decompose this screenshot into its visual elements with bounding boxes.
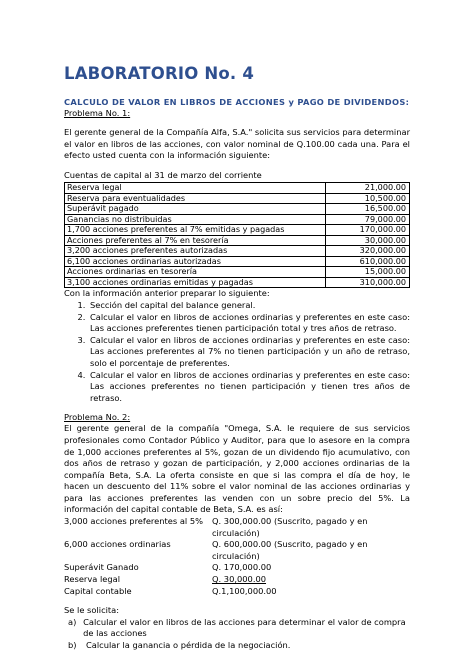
- table-row: [65, 193, 410, 204]
- table-row: [65, 267, 410, 278]
- account-cell: Acciones ordinarias en tesorería: [65, 267, 326, 278]
- table-row: [65, 204, 410, 215]
- problem-1-ask-intro: Con la información anterior preparar lo siguiente:: [64, 288, 270, 299]
- table-row: [65, 256, 410, 267]
- amount-cell: 16,500.00: [326, 204, 410, 215]
- account-cell: Reserva para eventualidades: [65, 193, 326, 204]
- account-cell: Reserva legal: [65, 183, 326, 194]
- table-row: [65, 225, 410, 236]
- item-value: Q. 30,000.00: [212, 574, 267, 585]
- problem-2-intro: El gerente general de la compañía "Omega, S.A. le requiere de sus servicios profesionales como Contador Público y Auditor, para que lo asesore en la compra de 1,000 acciones preferentes al 5%, gozan de un dividendo fijo acumulativo, con dos años de retraso y gozan de participación, y 2,000 acciones ordinarias de la compañía Beta, S.A. La oferta consiste en que si las compra el día de hoy, le hacen un descuento del 11% sobre el valor nominal de las acciones ordinarias y para las acciones preferentes las venden con un sobre precio del 5%. La información del capital contable de Beta, S.A. es así:: [64, 423, 410, 515]
- section-subtitle: CALCULO DE VALOR EN LIBROS DE ACCIONES y PAGO DE DIVIDENDOS:: [64, 97, 410, 107]
- amount-cell: 170,000.00: [326, 225, 410, 236]
- list-item: 1. Sección del capital del balance general.: [88, 300, 410, 312]
- amount-cell: 610,000.00: [326, 256, 410, 267]
- table-row: [65, 246, 410, 257]
- list-item: [64, 640, 410, 652]
- item-text: Calcular la ganancia o pérdida de la negociación.: [86, 640, 291, 650]
- amount-cell: 310,000.00: [326, 277, 410, 288]
- item-label: Superávit Ganado: [64, 562, 139, 573]
- table-caption: Cuentas de capital al 31 de marzo del corriente: [64, 169, 262, 180]
- capital-accounts-table: [64, 182, 410, 288]
- amount-cell: 10,500.00: [326, 193, 410, 204]
- problem-1-intro: El gerente general de la Compañía Alfa, S.A." solicita sus servicios para determinar el valor en libros de las acciones, con valor nominal de Q.100.00 cada una. Para el efecto usted cuenta con la información siguiente:: [64, 127, 410, 161]
- table-row: [65, 214, 410, 225]
- amount-cell: 21,000.00: [326, 183, 410, 194]
- amount-cell: 30,000.00: [326, 235, 410, 246]
- list-item: [64, 574, 410, 586]
- table-row: [65, 235, 410, 246]
- list-item: 2. Calcular el valor en libros de acciones ordinarias y preferentes en este caso: Las acciones preferentes tienen participación total y tres años de retraso.: [88, 312, 410, 335]
- account-cell: Superávit pagado: [65, 204, 326, 215]
- item-value: Q. 300,000.00 (Suscrito, pagado y en circulación): [212, 516, 368, 538]
- item-label: 6,000 acciones ordinarias: [64, 539, 171, 550]
- item-marker: a): [68, 616, 77, 627]
- list-item: [64, 539, 410, 562]
- list-item: [64, 586, 410, 598]
- account-cell: 1,700 acciones preferentes al 7% emitidas y pagadas: [65, 225, 326, 236]
- amount-cell: 15,000.00: [326, 267, 410, 278]
- table-row: [65, 277, 410, 288]
- item-marker: b): [68, 640, 77, 650]
- account-cell: 3,200 acciones preferentes autorizadas: [65, 246, 326, 257]
- account-cell: Acciones preferentes al 7% en tesorería: [65, 235, 326, 246]
- list-item: [64, 516, 410, 539]
- page-title: LABORATORIO No. 4: [64, 64, 255, 83]
- problem-2-ask-intro: Se le solicita:: [64, 605, 120, 616]
- list-item: 4. Calcular el valor en libros de acciones ordinarias y preferentes en este caso: Las acciones preferentes no tienen participación y tienen tres años de retraso.: [88, 370, 410, 405]
- item-label: Capital contable: [64, 585, 132, 596]
- problem-2-task-list: [64, 617, 410, 652]
- item-text: Calcular el valor en libros de las acciones para determinar el valor de compra de las acciones: [83, 616, 406, 639]
- list-item: [64, 562, 410, 574]
- account-cell: Ganancias no distribuidas: [65, 214, 326, 225]
- item-value: Q. 600,000.00 (Suscrito, pagado y en circulación): [212, 539, 368, 561]
- item-value: Q.1,100,000.00: [212, 585, 277, 596]
- item-value: Q. 170,000.00: [212, 562, 272, 573]
- list-item: [64, 617, 410, 640]
- amount-cell: 320,000.00: [326, 246, 410, 257]
- table-row: [65, 183, 410, 194]
- problem-2-heading: Problema No. 2:: [64, 412, 131, 423]
- problem-1-heading: Problema No. 1:: [64, 108, 131, 118]
- account-cell: 6,100 acciones ordinarias autorizadas: [65, 256, 326, 267]
- problem-1-task-list: [64, 300, 410, 404]
- account-cell: 3,100 acciones ordinarias emitidas y pagadas: [65, 277, 326, 288]
- item-label: Reserva legal: [64, 574, 121, 585]
- item-label: 3,000 acciones preferentes al 5%: [64, 516, 204, 527]
- amount-cell: 79,000.00: [326, 214, 410, 225]
- beta-capital-list: [64, 516, 410, 597]
- document-page: [64, 54, 410, 652]
- list-item: 3. Calcular el valor en libros de acciones ordinarias y preferentes en este caso: Las acciones preferentes al 7% no tienen participación y un año de retraso, solo el porcentaje de preferentes.: [88, 335, 410, 370]
